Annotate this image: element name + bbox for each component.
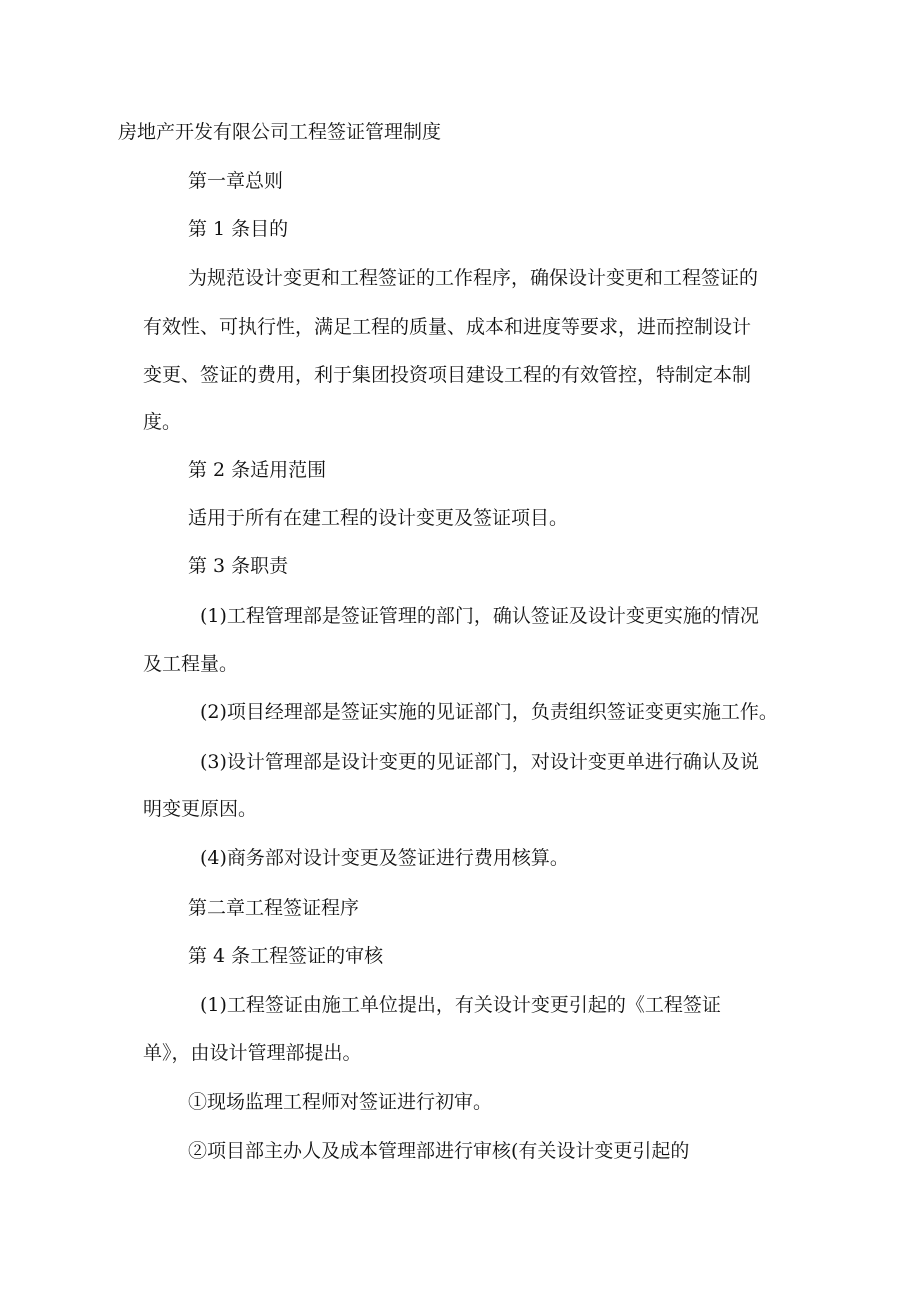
list-item-line: 明变更原因。 — [143, 798, 258, 820]
chapter-heading: 第二章工程签证程序 — [188, 897, 360, 919]
list-item-line: (2)项目经理部是签证实施的见证部门，负责组织签证变更实施工作。 — [200, 701, 778, 723]
paragraph-line: 为规范设计变更和工程签证的工作程序，确保设计变更和工程签证的 — [188, 267, 759, 289]
list-item-line: (1)工程签证由施工单位提出，有关设计变更引起的《工程签证 — [200, 994, 721, 1016]
paragraph-line: 适用于所有在建工程的设计变更及签证项目。 — [188, 507, 569, 529]
paragraph-line: 变更、签证的费用，利于集团投资项目建设工程的有效管控，特制定本制 — [143, 364, 752, 386]
document-title: 房地产开发有限公司工程签证管理制度 — [118, 121, 442, 143]
list-item-line: ②项目部主办人及成本管理部进行审核(有关设计变更引起的 — [188, 1140, 690, 1162]
list-item-line: (4)商务部对设计变更及签证进行费用核算。 — [200, 847, 569, 869]
list-item-line: 单》，由设计管理部提出。 — [143, 1042, 362, 1064]
article-heading: 第 1 条目的 — [188, 218, 289, 240]
chapter-heading: 第一章总则 — [188, 170, 284, 192]
list-item-line: (3)设计管理部是设计变更的见证部门，对设计变更单进行确认及说 — [200, 751, 759, 773]
list-item-line: (1)工程管理部是签证管理的部门，确认签证及设计变更实施的情况 — [200, 605, 759, 627]
article-heading: 第 3 条职责 — [188, 555, 289, 577]
list-item-line: ①现场监理工程师对签证进行初审。 — [188, 1091, 493, 1113]
paragraph-line: 有效性、可执行性，满足工程的质量、成本和进度等要求，进而控制设计 — [143, 316, 752, 338]
article-heading: 第 4 条工程签证的审核 — [188, 945, 384, 967]
article-heading: 第 2 条适用范围 — [188, 459, 327, 481]
paragraph-line: 度。 — [143, 411, 182, 433]
list-item-line: 及工程量。 — [143, 653, 239, 675]
